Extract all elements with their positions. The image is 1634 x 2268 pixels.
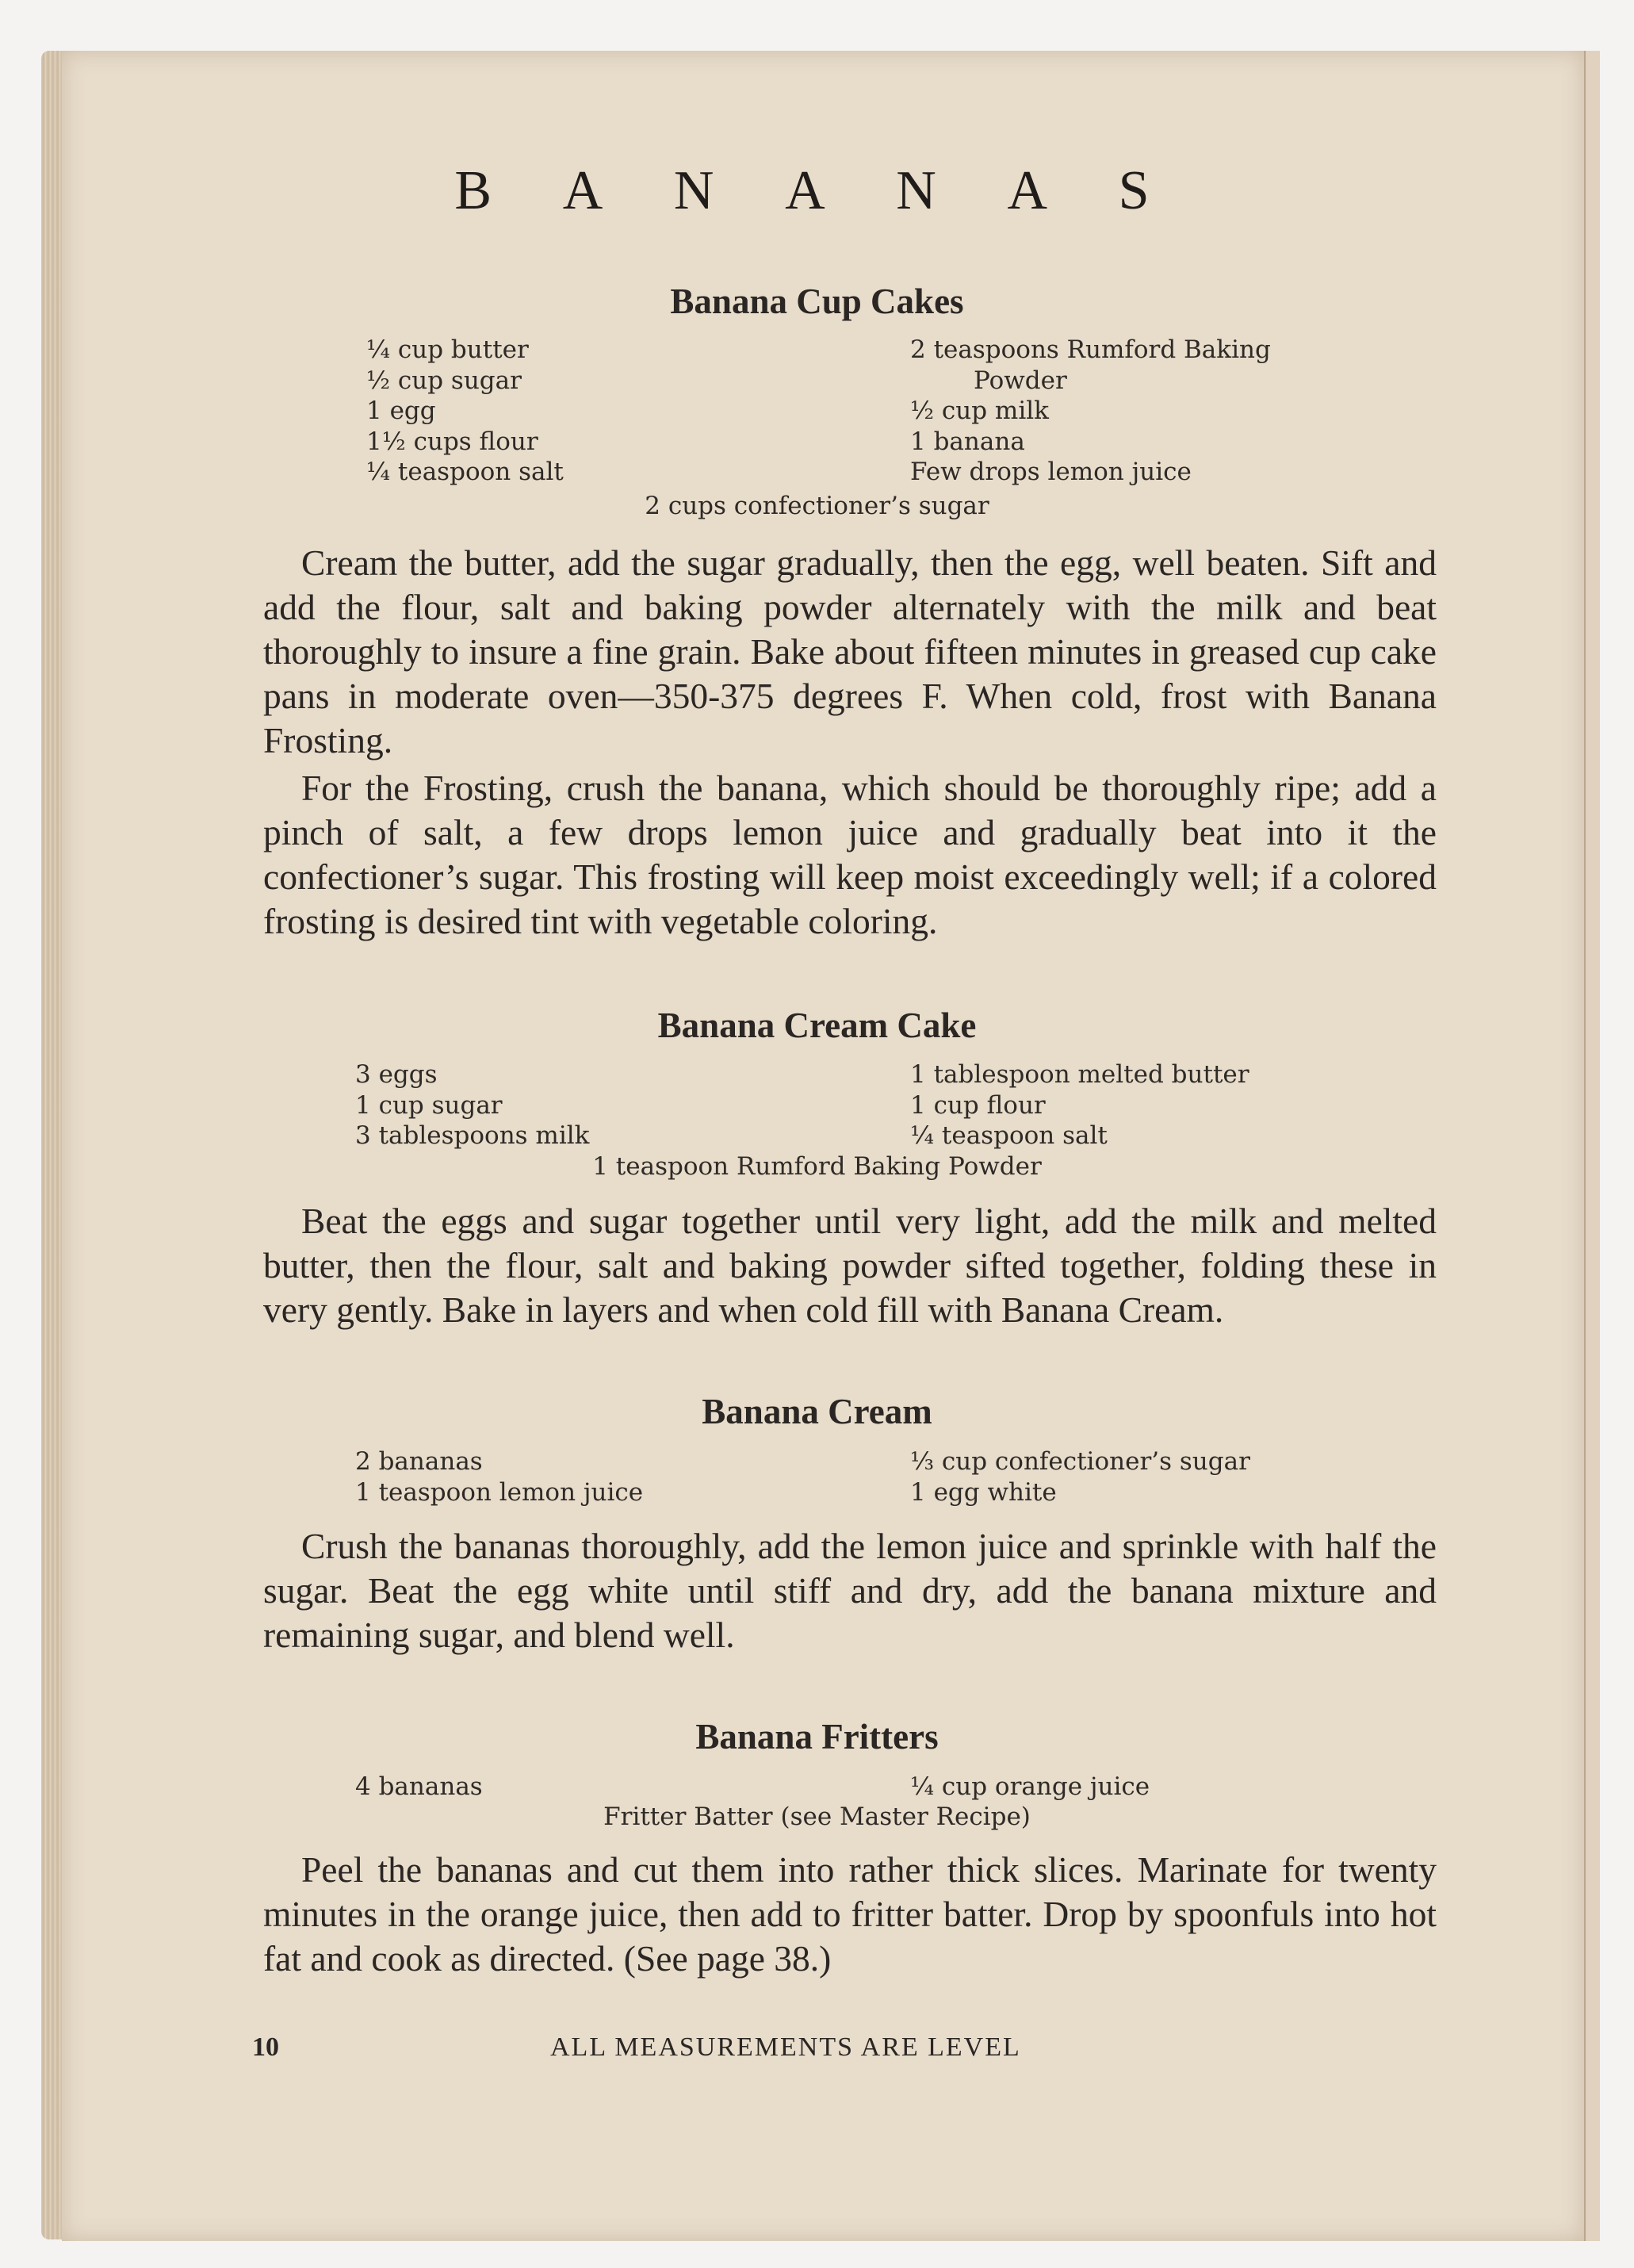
ingredient-center-cup-cakes: 2 cups confectioner’s sugar <box>645 492 989 520</box>
paragraph-text: Crush the bananas thoroughly, add the lemon juice and sprinkle with half the sugar. Beat the egg white until stiff and dry, add the banana mixture and remaining sugar, and blend well. <box>263 1526 1437 1655</box>
ingredient: 1½ cups flour <box>366 427 538 456</box>
recipe-title-cup-cakes: Banana Cup Cakes <box>670 282 964 321</box>
page-number: 10 <box>252 2032 279 2062</box>
instructions-banana-cream <box>263 1524 1437 1657</box>
paragraph-text: Peel the bananas and cut them into rather thick slices. Marinate for twenty minutes in the orange juice, then add to fritter batter. Drop by spoonfuls into hot fat and cook as directed. (See page 38.) <box>263 1849 1437 1979</box>
ingredients-right-cream-cake <box>910 1059 1249 1151</box>
paragraph-text: Beat the eggs and sugar together until very light, add the milk and melted butter, then the flour, salt and baking powder sifted together, folding these in very gently. Bake in layers and when cold fill with Banana Cream. <box>263 1201 1437 1330</box>
ingredient: Powder <box>974 366 1067 395</box>
ingredient-center-fritters: Fritter Batter (see Master Recipe) <box>603 1803 1031 1831</box>
recipe-title-fritters: Banana Fritters <box>695 1717 939 1757</box>
ingredients-right-fritters <box>910 1772 1150 1803</box>
footer-note: ALL MEASUREMENTS ARE LEVEL <box>550 2032 1021 2062</box>
ingredients-right-cup-cakes <box>910 335 1271 488</box>
ingredient: 1 cup flour <box>910 1090 1046 1120</box>
recipe-title-cream-cake: Banana Cream Cake <box>657 1006 977 1045</box>
ingredient: 3 eggs <box>355 1060 438 1089</box>
page-edge <box>1584 51 1600 2241</box>
ingredient: 4 bananas <box>355 1772 483 1801</box>
ingredient: ¼ cup orange juice <box>910 1772 1150 1801</box>
ingredient: ⅓ cup confectioner’s sugar <box>910 1447 1250 1476</box>
ingredient: 1 teaspoon lemon juice <box>355 1477 644 1507</box>
ingredient: ¼ cup butter <box>366 335 529 364</box>
ingredient: ½ cup sugar <box>366 366 522 395</box>
ingredient: ½ cup milk <box>910 397 1049 425</box>
ingredient: 2 bananas <box>355 1447 483 1476</box>
instructions-cup-cakes <box>263 541 1437 763</box>
ingredients-left-cream-cake <box>355 1059 589 1151</box>
recipe-title-banana-cream: Banana Cream <box>702 1392 932 1431</box>
ingredient: 1 tablespoon melted butter <box>910 1060 1249 1089</box>
page-heading: B A N A N A S <box>454 160 1180 221</box>
ingredient: 1 cup sugar <box>355 1090 503 1120</box>
instructions-cream-cake <box>263 1199 1437 1332</box>
paragraph-text: Cream the butter, add the sugar gradually, then the egg, well beaten. Sift and add the flour, salt and baking powder alternately with the milk and beat thoroughly to insure a fine grain. Bake about fifteen minutes in greased cup cake pans in moderate oven—350-375 degrees F. When cold, frost with Banana Frosting. <box>263 542 1437 760</box>
instructions-fritters <box>263 1848 1437 1981</box>
ingredient: 1 egg <box>366 397 436 425</box>
ingredient: ¼ teaspoon salt <box>910 1121 1108 1150</box>
ingredients-left-fritters <box>355 1772 483 1803</box>
ingredient: 2 teaspoons Rumford Baking <box>910 335 1271 364</box>
instructions-frosting <box>263 766 1437 944</box>
ingredient: Few drops lemon juice <box>910 458 1192 486</box>
ingredient: 1 banana <box>910 427 1025 456</box>
paragraph-text: For the Frosting, crush the banana, which should be thoroughly ripe; add a pinch of salt, a few drops lemon juice and gradually beat into it the confectioner’s sugar. This frosting will keep moist exceedingly well; if a colored frosting is desired tint with vegetable coloring. <box>263 768 1437 941</box>
ingredients-right-banana-cream <box>910 1446 1250 1508</box>
ingredients-left-banana-cream <box>355 1446 643 1508</box>
ingredient: 3 tablespoons milk <box>355 1121 590 1150</box>
ingredient: 1 egg white <box>910 1477 1057 1507</box>
ingredient-center-cream-cake: 1 teaspoon Rumford Baking Powder <box>592 1152 1042 1181</box>
ingredients-left-cup-cakes <box>366 335 564 488</box>
ingredient: ¼ teaspoon salt <box>366 458 564 486</box>
